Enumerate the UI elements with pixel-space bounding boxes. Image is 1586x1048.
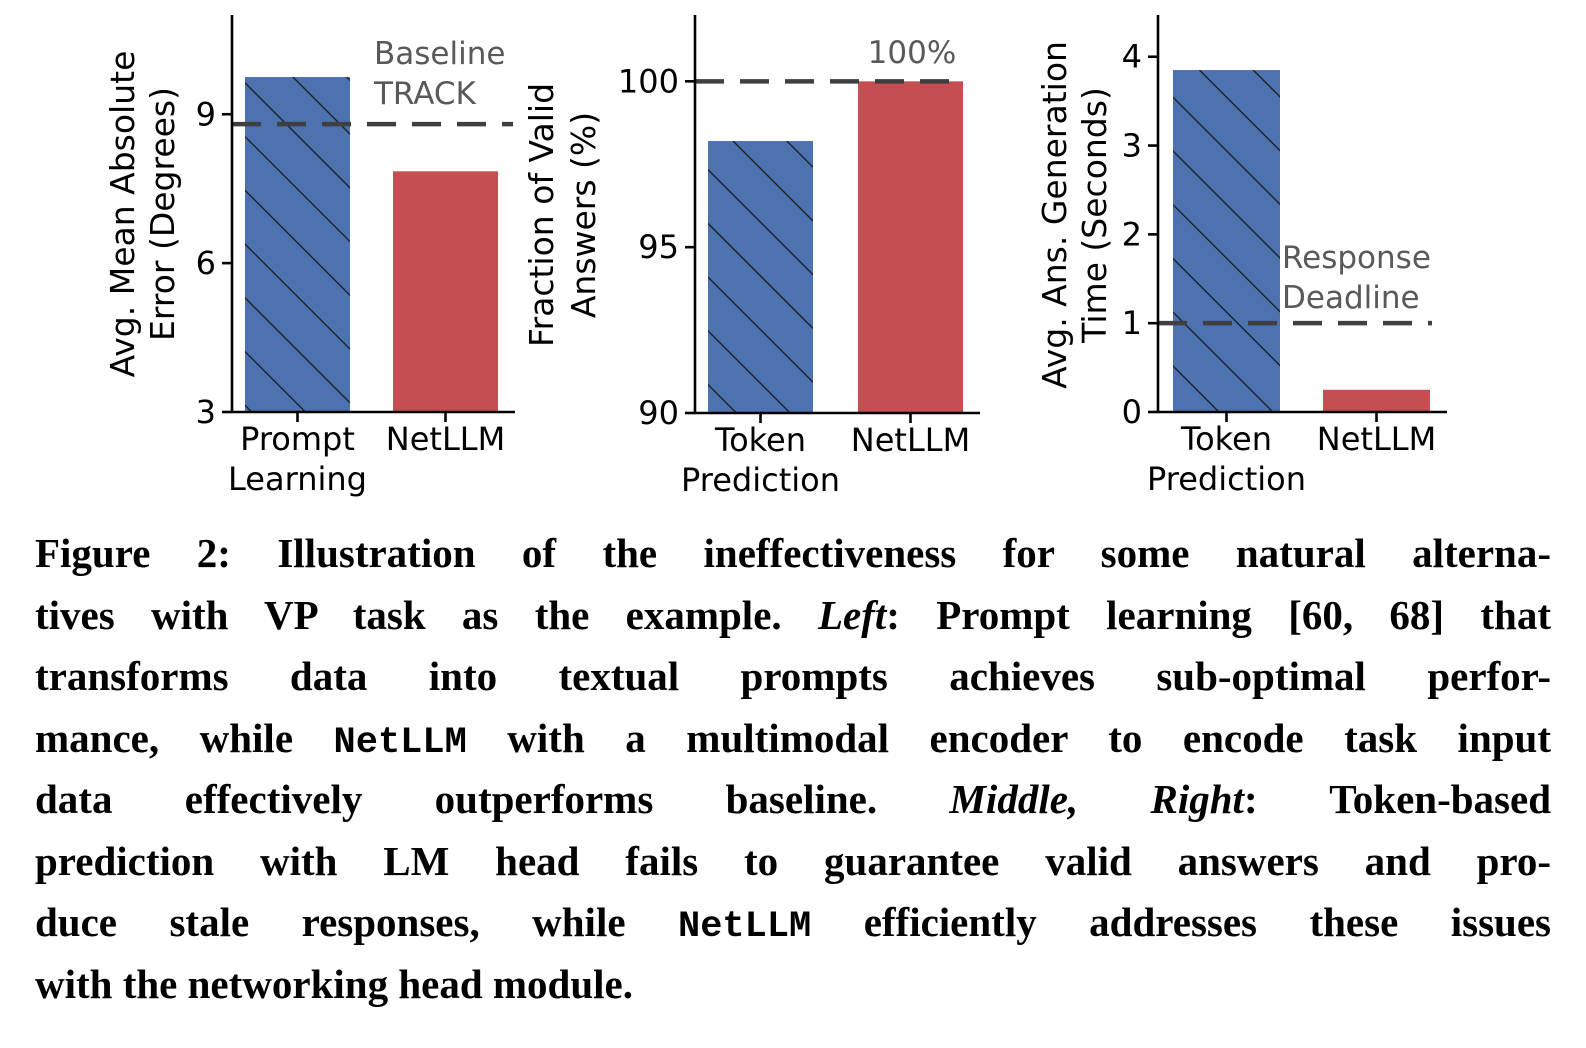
caption-text-segment: with the networking head module. <box>35 960 633 1007</box>
x-category-label: NetLLM <box>385 420 506 458</box>
bar-hatch-token-prediction <box>708 141 813 413</box>
y-tick-label: 90 <box>638 394 679 432</box>
reference-line-label: Response <box>1282 240 1431 276</box>
bar-netllm <box>1323 390 1430 412</box>
caption-text-segment: Middle, Right <box>949 776 1244 822</box>
caption-text-segment: data effectively outperforms baseline. <box>35 776 950 822</box>
caption-text-segment: Left <box>817 591 887 638</box>
y-axis-label: Error (Degrees) <box>143 87 182 341</box>
x-category-label: Prompt <box>240 420 355 458</box>
y-axis-label: Avg. Ans. Generation <box>1035 41 1074 389</box>
y-tick-label: 1 <box>1121 304 1142 343</box>
caption-line-5 <box>35 769 1551 831</box>
caption-line-4 <box>35 708 1551 770</box>
y-tick-label: 95 <box>638 228 679 267</box>
reference-line-label: 100% <box>867 35 957 71</box>
right-chart <box>1035 15 1447 498</box>
caption-text-segment: Figure 2: Illustration of the ineffectiveness for some natural alterna- <box>35 530 1551 576</box>
caption-line-3 <box>35 646 1551 708</box>
netllm-name: NetLLM <box>333 721 467 764</box>
charts-root <box>103 15 1447 499</box>
caption-text-segment: prediction with LM head fails to guarantee valid answers and pro- <box>35 837 1551 884</box>
x-category-label: NetLLM <box>1316 420 1437 458</box>
x-category-label: Learning <box>228 460 367 498</box>
reference-line-label: Deadline <box>1282 280 1420 316</box>
reference-line-label: TRACK <box>374 76 476 112</box>
x-category-label: Prediction <box>681 461 840 499</box>
figure-caption <box>35 523 1551 1015</box>
caption-line-6 <box>35 831 1551 893</box>
left-chart <box>103 15 515 498</box>
reference-line-label: Baseline <box>374 36 506 72</box>
y-tick-label: 3 <box>195 393 216 431</box>
caption-text-segment: : Token-based <box>1243 776 1551 822</box>
y-axis-label: Fraction of Valid <box>522 82 561 348</box>
x-category-label: NetLLM <box>850 421 971 459</box>
bar-netllm <box>393 171 498 412</box>
caption-text-segment: with a multimodal encoder to encode task input <box>466 714 1552 761</box>
bar-hatch-token-prediction <box>1173 70 1280 412</box>
y-axis-label: Avg. Mean Absolute <box>103 50 142 378</box>
x-category-label: Token <box>1180 420 1273 458</box>
x-category-label: Token <box>714 421 807 459</box>
netllm-name: NetLLM <box>678 906 812 948</box>
caption-line-8 <box>35 954 1551 1016</box>
y-tick-label: 9 <box>195 95 216 134</box>
y-tick-label: 2 <box>1121 215 1142 254</box>
bar-charts-canvas <box>0 0 1586 505</box>
y-tick-label: 100 <box>617 62 679 101</box>
caption-text-segment: efficiently addresses these issues <box>811 899 1551 945</box>
middle-chart <box>522 15 980 499</box>
bar-netllm <box>858 81 963 413</box>
caption-line-1 <box>35 523 1551 585</box>
caption-text-segment: mance, while <box>35 714 334 761</box>
caption-text-segment: duce stale responses, while <box>35 899 678 945</box>
caption-line-2 <box>35 585 1551 647</box>
y-tick-label: 0 <box>1121 393 1142 431</box>
y-axis-label: Answers (%) <box>564 111 603 319</box>
y-tick-label: 6 <box>195 244 216 283</box>
y-axis-label: Time (Seconds) <box>1075 87 1114 343</box>
bar-hatch-prompt-learning <box>245 77 350 412</box>
caption-text-segment: transforms data into textual prompts achieves sub-optimal perfor- <box>35 653 1551 699</box>
y-tick-label: 3 <box>1121 126 1142 165</box>
x-category-label: Prediction <box>1147 460 1306 498</box>
y-tick-label: 4 <box>1121 37 1142 76</box>
caption-text-segment: : Prompt learning [60, 68] that <box>886 591 1551 638</box>
caption-text-segment: tives with VP task as the example. <box>35 591 818 638</box>
caption-line-7 <box>35 892 1551 954</box>
